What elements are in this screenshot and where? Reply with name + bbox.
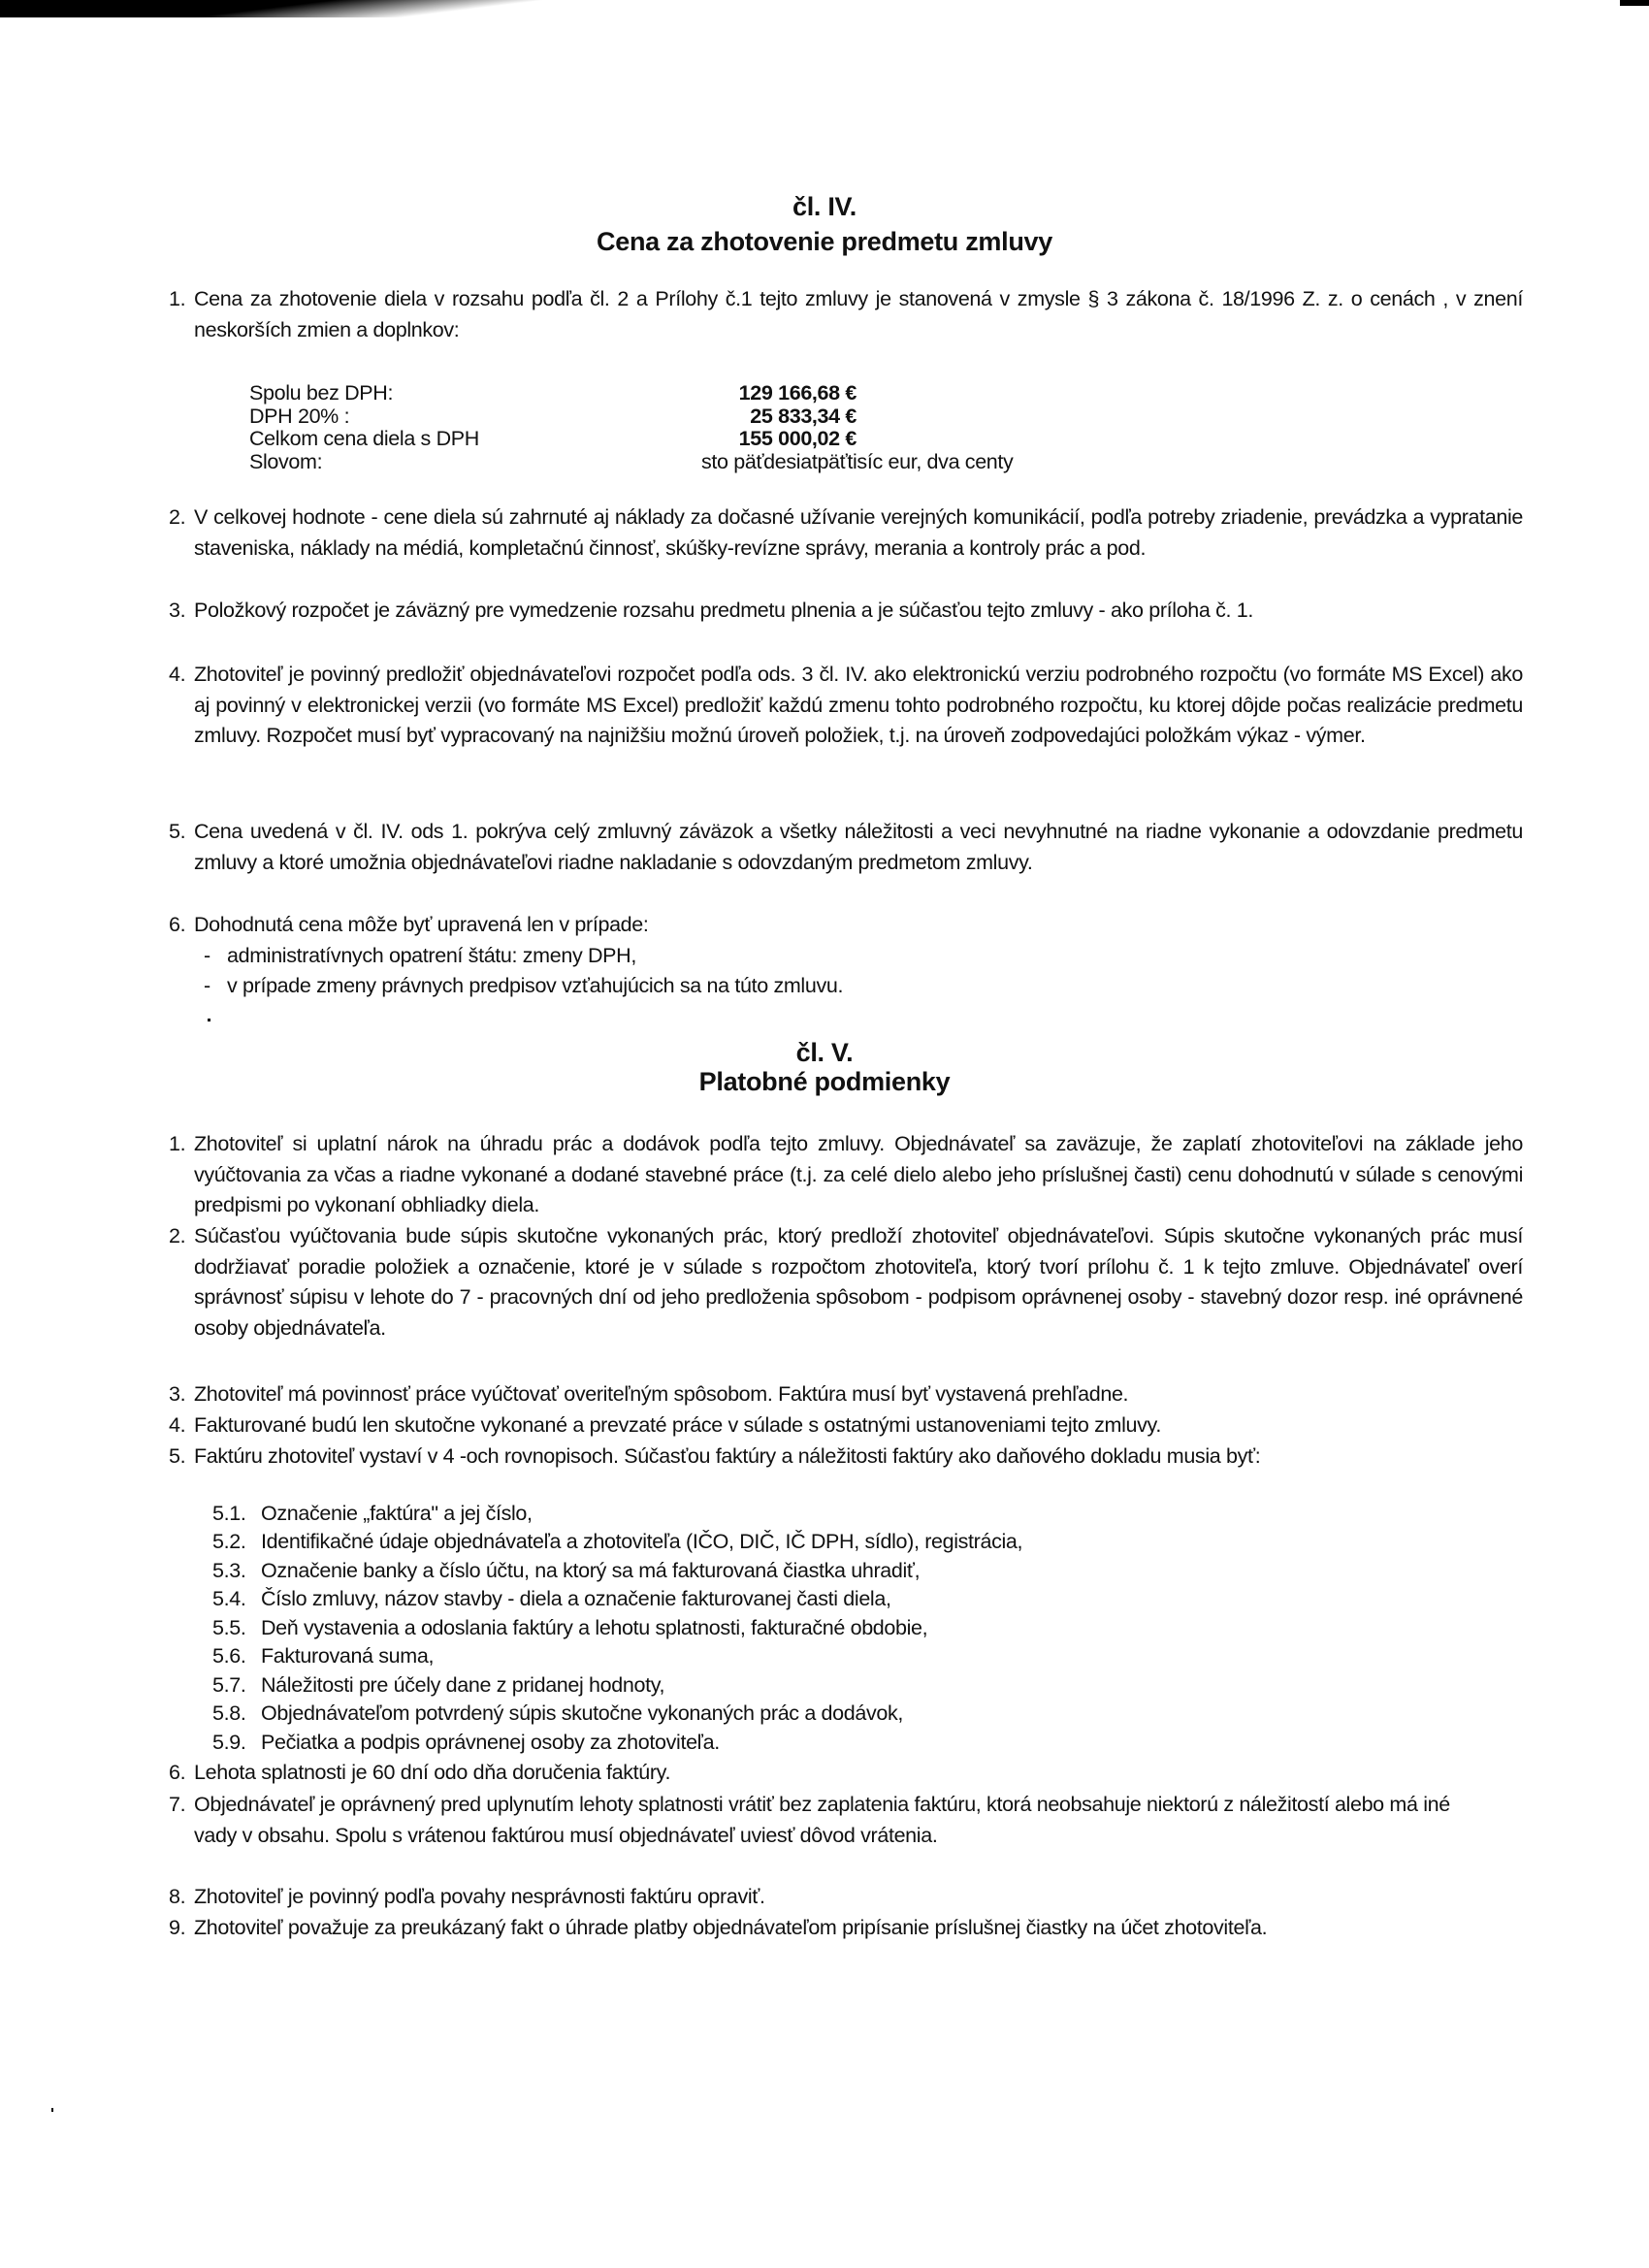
price-value: 129 166,68 € <box>738 381 857 405</box>
scan-speck <box>51 2108 53 2112</box>
sub-item-number: 5.3. <box>212 1559 246 1582</box>
article-iv-title: Cena za zhotovenie predmetu zmluvy <box>597 227 1052 256</box>
sub-item-text: Pečiatka a podpis oprávnenej osoby za zhotoviteľa. <box>261 1731 720 1754</box>
scan-shadow-edge <box>0 0 737 17</box>
item-number: 4. <box>169 1413 186 1437</box>
article-iv-item-4 <box>169 660 1523 752</box>
sub-item <box>212 1729 720 1757</box>
item-text: Objednávateľ je oprávnený pred uplynutím lehoty splatnosti vrátiť bez zaplatenia faktúru, ktorá neobsahuje niektorú z náležitostí alebo má iné vady v obsahu. Spolu s vrátenou faktúrou musí objednávateľ uviesť dôvod vrátenia. <box>194 1793 1450 1847</box>
item-text: Lehota splatnosti je 60 dní odo dňa doručenia faktúry. <box>194 1761 671 1784</box>
sub-item-text: Identifikačné údaje objednávateľa a zhotoviteľa (IČO, DIČ, IČ DPH, sídlo), registrácia, <box>261 1530 1023 1553</box>
item-text: V celkovej hodnote - cene diela sú zahrnuté aj náklady za dočasné užívanie verejných komunikácií, podľa potreby zriadenie, prevádzka a vypratanie staveniska, náklady na médiá, kompletačnú činnosť, skúšky-revízne správy, merania a kontroly prác a pod. <box>194 505 1523 560</box>
price-label: Celkom cena diela s DPH <box>249 427 479 450</box>
article-v-item-5 <box>169 1442 1377 1473</box>
item-number: 1. <box>169 287 186 310</box>
item-text: Cena za zhotovenie diela v rozsahu podľa čl. 2 a Prílohy č.1 tejto zmluvy je stanovená v zmysle § 3 zákona č. 18/1996 Z. z. o cenách , v znení neskorších zmien a doplnkov: <box>194 287 1523 341</box>
sub-item-text: Fakturovaná suma, <box>261 1644 435 1668</box>
sub-item-number: 5.8. <box>212 1701 246 1725</box>
bullet-item: - administratívnych opatrení štátu: zmeny DPH, <box>204 941 1523 972</box>
item-text: Zhotoviteľ je povinný predložiť objednávateľovi rozpočet podľa ods. 3 čl. IV. ako elektronickú verziu podrobného rozpočtu (vo formáte MS Excel) ako aj povinný v elektronickej verzii (vo formáte MS Excel) predložiť každú zmenu tohto podrobného rozpočtu, ku ktorej dôjde počas realizácie predmetu zmluvy. Rozpočet musí byť vypracovaný na najnižšiu možnú úroveň položiek, t.j. na úroveň zodpovedajúci položkám výkaz - výmer. <box>194 663 1523 747</box>
price-label: DPH 20% : <box>249 404 350 428</box>
sub-item-number: 5.6. <box>212 1644 246 1668</box>
item-number: 1. <box>169 1132 186 1155</box>
item-text: Zhotoviteľ je povinný podľa povahy nesprávnosti faktúru opraviť. <box>194 1885 765 1908</box>
item-number: 9. <box>169 1916 186 1939</box>
item-number: 8. <box>169 1885 186 1908</box>
sub-item-number: 5.7. <box>212 1673 246 1697</box>
item-text: Dohodnutá cena môže byť upravená len v prípade: <box>194 913 649 936</box>
item-number: 3. <box>169 599 186 622</box>
item-number: 4. <box>169 663 186 686</box>
sub-item <box>212 1500 533 1528</box>
sub-item-text: Objednávateľom potvrdený súpis skutočne vykonaných prác a dodávok, <box>261 1701 904 1725</box>
price-value: 155 000,02 € <box>738 427 857 450</box>
item-number: 3. <box>169 1382 186 1406</box>
item-text: Položkový rozpočet je záväzný pre vymedzenie rozsahu predmetu plnenia a je súčasťou tejto zmluvy - ako príloha č. 1. <box>194 599 1254 622</box>
item-text: Zhotoviteľ si uplatní nárok na úhradu prác a dodávok podľa tejto zmluvy. Objednávateľ sa zaväzuje, že zaplatí zhotoviteľovi na základe jeho vyúčtovania za včas a riadne vykonané a dodané stavebné práce (t.j. za celé dielo alebo jeho príslušnej časti) cenu dohodnutú v súlade s cenovými predpismi po vykonaní obhliadky diela. <box>194 1132 1523 1216</box>
price-label: Slovom: <box>249 449 323 473</box>
article-iv-item-1 <box>169 284 1523 345</box>
item-number: 6. <box>169 1761 186 1784</box>
item-number: 2. <box>169 505 186 529</box>
sub-item-text: Označenie „faktúra" a jej číslo, <box>261 1502 533 1525</box>
article-iv-item-5 <box>169 817 1523 878</box>
sub-item <box>212 1528 1022 1556</box>
sub-item <box>212 1557 920 1585</box>
scan-speck <box>208 1019 210 1021</box>
price-value: sto päťdesiatpäťtisíc eur, dva centy <box>701 449 1014 473</box>
sub-item-text: Označenie banky a číslo účtu, na ktorý sa má fakturovaná čiastka uhradiť, <box>261 1559 921 1582</box>
sub-item-text: Deň vystavenia a odoslania faktúry a lehotu splatnosti, fakturačné obdobie, <box>261 1616 928 1639</box>
sub-item-number: 5.4. <box>212 1587 246 1610</box>
item-number: 6. <box>169 913 186 936</box>
item-text: Zhotoviteľ považuje za preukázaný fakt o úhrade platby objednávateľom pripísanie príslušnej čiastky na účet zhotoviteľa. <box>194 1916 1268 1939</box>
article-v-item-3 <box>169 1379 1523 1410</box>
price-adjustment-list <box>204 941 1523 1002</box>
item-text: Fakturované budú len skutočne vykonané a prevzaté práce v súlade s ostatnými ustanoveniami tejto zmluvy. <box>194 1413 1161 1437</box>
price-label: Spolu bez DPH: <box>249 381 394 405</box>
article-iv-item-6 <box>169 910 1523 1002</box>
article-v-item-9 <box>169 1913 1465 1944</box>
item-number: 5. <box>169 1444 186 1468</box>
sub-item-number: 5.2. <box>212 1530 246 1553</box>
article-v-item-6 <box>169 1758 1523 1789</box>
article-v-item-1 <box>169 1129 1523 1221</box>
article-v-item-2 <box>169 1221 1523 1344</box>
sub-item-number: 5.9. <box>212 1731 246 1754</box>
sub-item <box>212 1700 903 1728</box>
sub-item <box>212 1642 434 1670</box>
item-number: 5. <box>169 820 186 843</box>
article-v-item-7 <box>169 1790 1474 1851</box>
sub-item <box>212 1585 891 1613</box>
article-iv-number: čl. IV. <box>792 192 857 221</box>
item-text: Faktúru zhotoviteľ vystaví v 4 -och rovnopisoch. Súčasťou faktúry a náležitosti faktúry ako daňového dokladu musia byť: <box>194 1444 1261 1468</box>
item-number: 7. <box>169 1793 186 1816</box>
price-value: 25 833,34 € <box>750 404 857 428</box>
item-text: Cena uvedená v čl. IV. ods 1. pokrýva celý zmluvný záväzok a všetky náležitosti a veci nevyhnutné na riadne vykonanie a odovzdanie predmetu zmluvy a ktoré umožnia objednávateľovi riadne nakladanie s odovzdaným predmetom zmluvy. <box>194 820 1523 874</box>
article-v-number: čl. V. <box>795 1038 854 1067</box>
article-iv-item-2 <box>169 502 1523 564</box>
sub-item <box>212 1671 664 1700</box>
sub-item-number: 5.5. <box>212 1616 246 1639</box>
sub-item-text: Náležitosti pre účely dane z pridanej hodnoty, <box>261 1673 665 1697</box>
article-v-item-8 <box>169 1882 1523 1913</box>
item-text: Súčasťou vyúčtovania bude súpis skutočne vykonaných prác, ktorý predloží zhotoviteľ objednávateľovi. Súpis skutočne vykonaných prác musí dodržiavať poradie položiek a označenie, ktoré je v súlade s rozpočtom zhotoviteľa, ktorý tvorí prílohu č. 1 k tejto zmluve. Objednávateľ overí správnosť súpisu v lehote do 7 - pracovných dní od jeho predloženia spôsobom - podpisom oprávnenej osoby - stavebný dozor resp. iné oprávnené osoby objednávateľa. <box>194 1224 1523 1340</box>
item-text: Zhotoviteľ má povinnosť práce vyúčtovať overiteľným spôsobom. Faktúra musí byť vystavená prehľadne. <box>194 1382 1129 1406</box>
sub-item <box>212 1614 927 1642</box>
article-iv-item-3 <box>169 596 1523 627</box>
item-number: 2. <box>169 1224 186 1247</box>
bullet-item: - v prípade zmeny právnych predpisov vzťahujúcich sa na túto zmluvu. <box>204 971 1523 1002</box>
sub-item-number: 5.1. <box>212 1502 246 1525</box>
article-v-title: Platobné podmienky <box>698 1067 951 1096</box>
sub-item-text: Číslo zmluvy, názov stavby - diela a označenie fakturovanej časti diela, <box>261 1587 891 1610</box>
scan-shadow-corner <box>1620 0 1649 6</box>
article-v-item-4 <box>169 1410 1523 1442</box>
